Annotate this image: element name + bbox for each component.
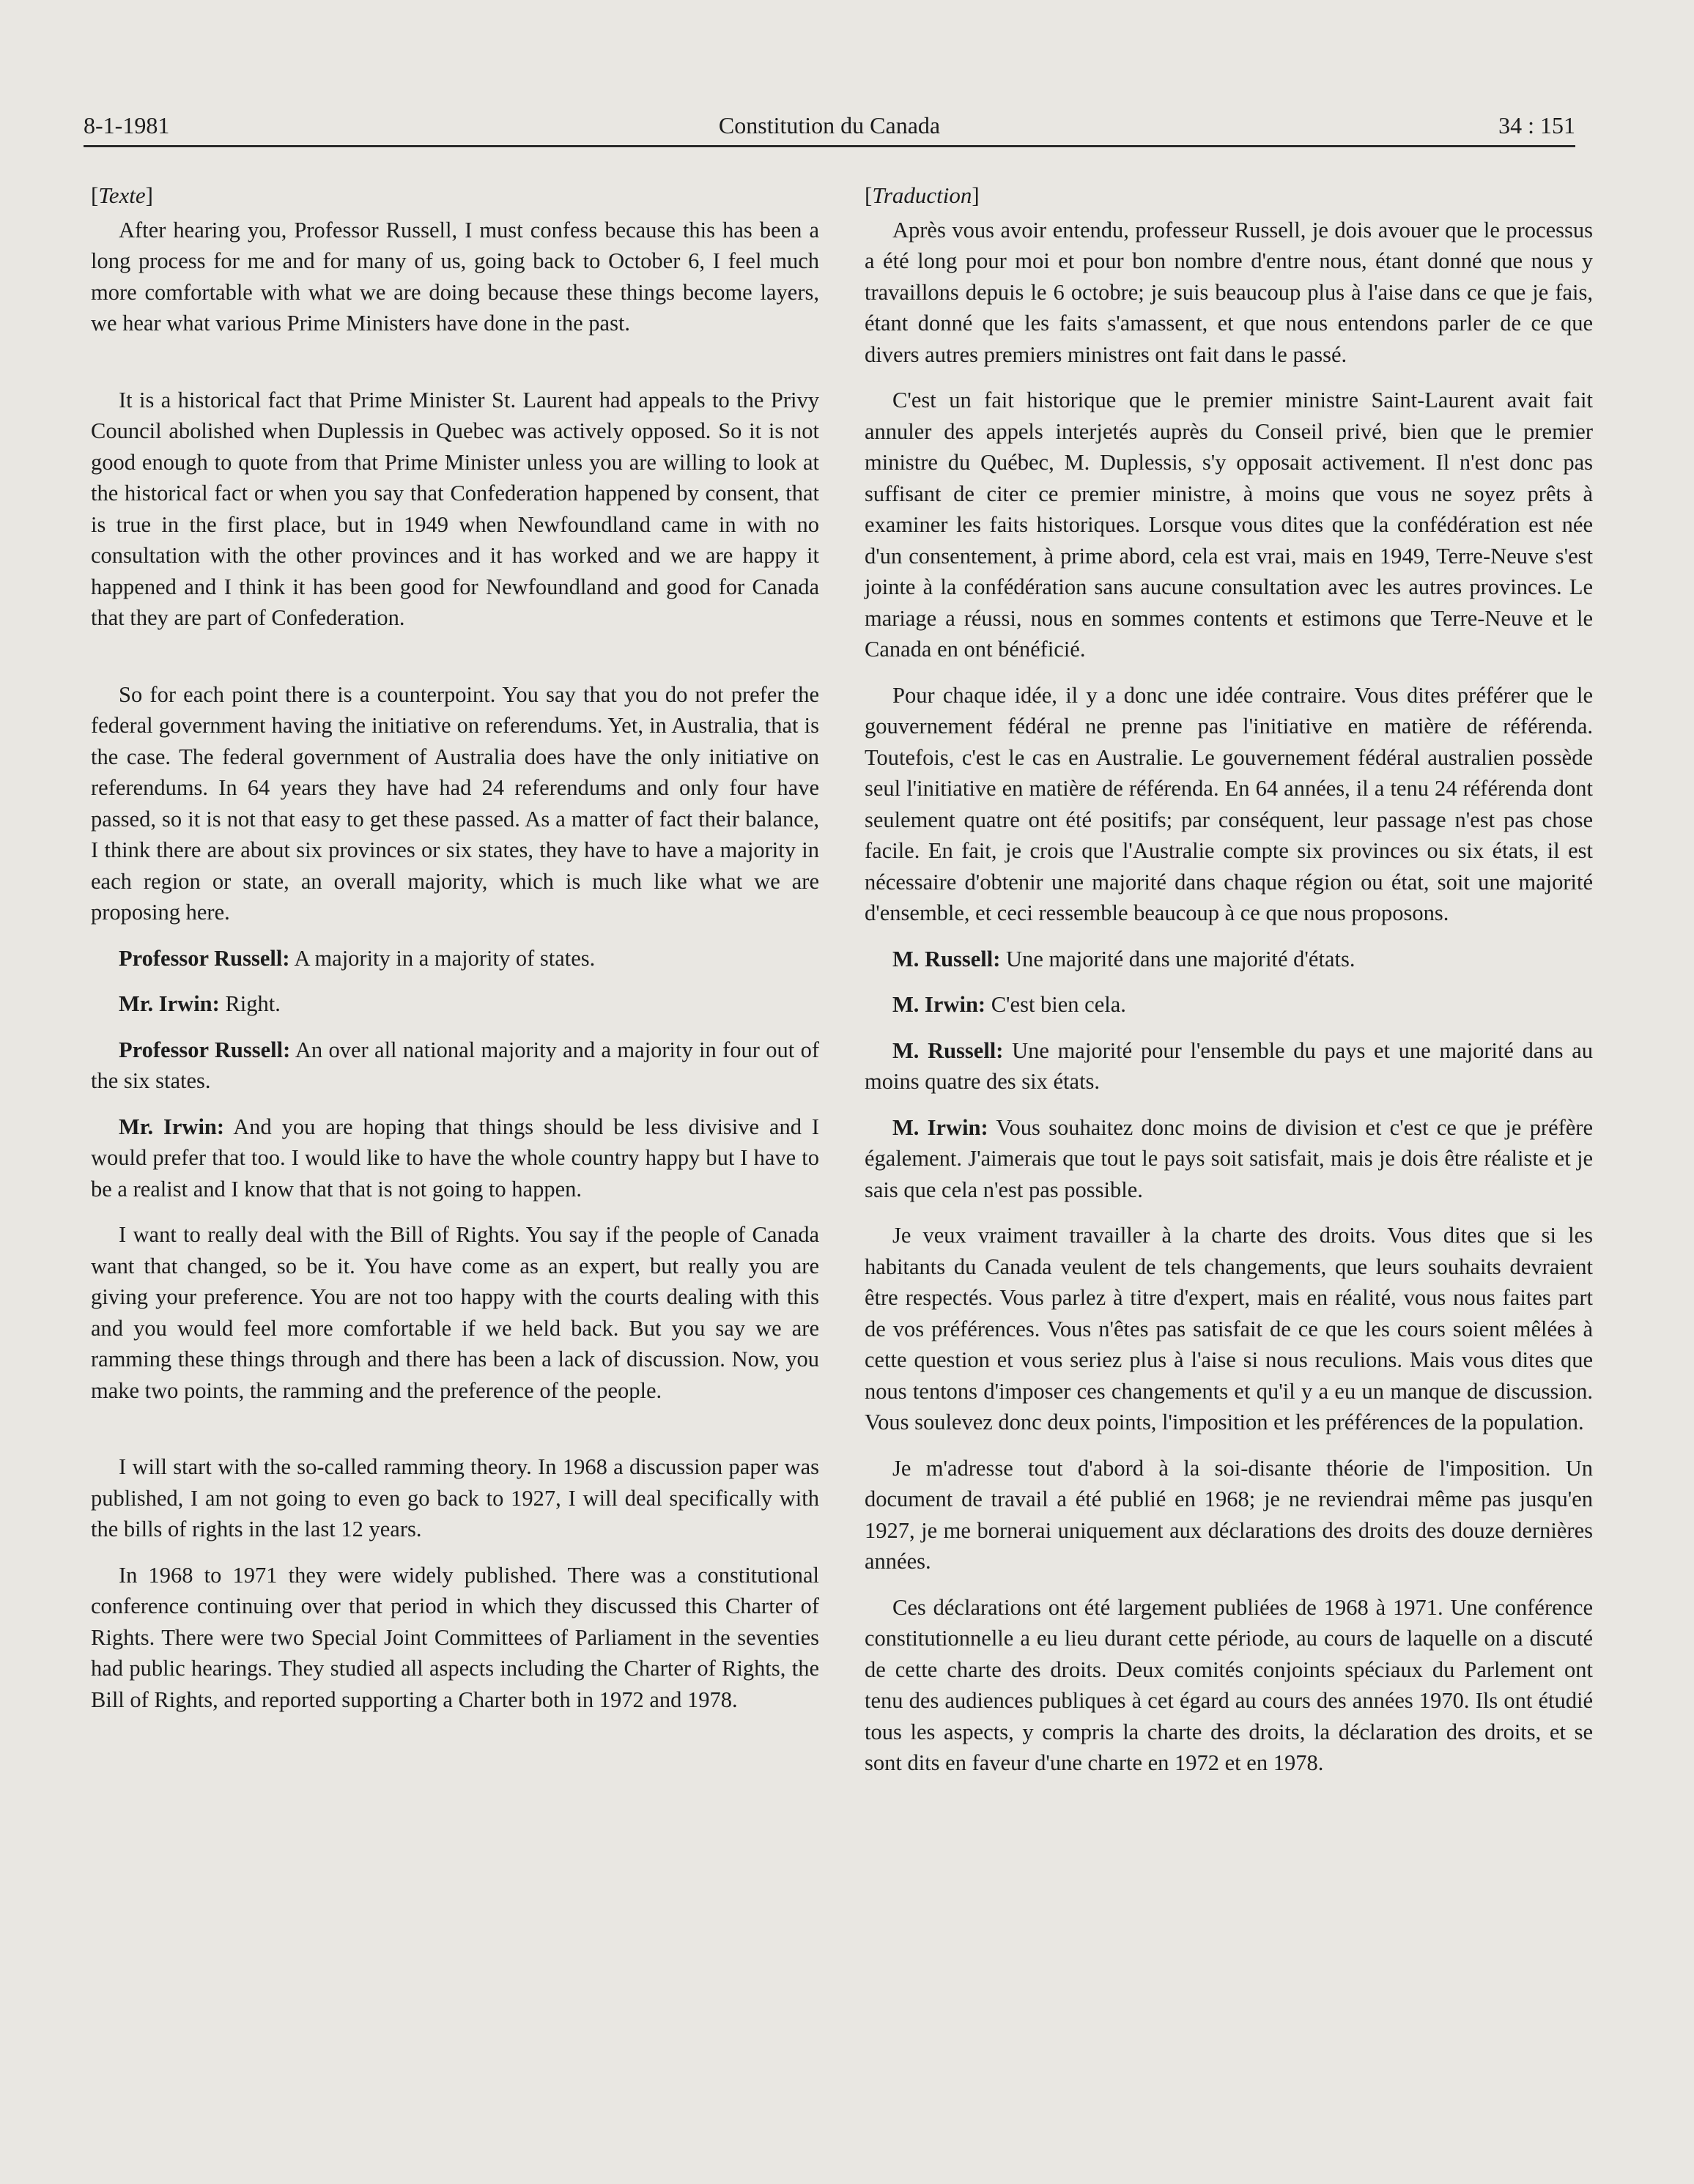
paragraph — [91, 215, 819, 339]
speaker-paragraph — [91, 988, 819, 1020]
paragraph-text: Right. — [219, 991, 281, 1016]
paragraph — [865, 1220, 1593, 1438]
paragraph — [91, 1219, 819, 1406]
speaker-paragraph — [865, 1112, 1593, 1206]
paragraph-text: I want to really deal with the Bill of Rights. You say if the people of Canada want that changed, so be it. You have come as an expert, but really you are giving your preference. You are not too happy with the courts dealing with this and you would feel more comfortable if we held back. But you say we are ramming these things through and there has been a lack of discussion. Now, you make two points, the ramming and the preference of the people. — [91, 1222, 819, 1403]
paragraph — [91, 385, 819, 634]
paragraph-text: Vous souhaitez donc moins de division et c'est ce que je préfère également. J'aimerais que tout le pays soit satisfait, mais je dois être réaliste et je sais que cela n'est pas possible. — [865, 1114, 1593, 1202]
speaker-name: Professor Russell: — [119, 1037, 291, 1062]
column-label-text: Texte — [98, 182, 146, 208]
paragraph-text: Je veux vraiment travailler à la charte des droits. Vous dites que si les habitants du Canada veulent de tels changements, que leurs souhaits devraient être respectés. Vous parlez à titre d'expert, mais en réalité, vous nous faites part de vos préférences. Vous n'êtes pas satisfait de ce que les cours soient mêlées à cette question et vous seriez plus à l'aise si nous reculions. Mais vous dites que nous tentons d'imposer ces changements et qu'il y a eu un manque de discussion. Vous soulevez donc deux points, l'imposition et les préférences de la population. — [865, 1223, 1593, 1435]
speaker-name: Mr. Irwin: — [119, 991, 220, 1016]
speaker-name: M. Russell: — [892, 946, 1001, 971]
english-column — [91, 180, 819, 1730]
paragraph — [865, 385, 1593, 665]
paragraph-text: C'est bien cela. — [985, 992, 1126, 1017]
paragraph-text: So for each point there is a counterpoint. You say that you do not prefer the federal government having the initiative on referendums. Yet, in Australia, that is the case. The federal government of Australia does have the only initiative on referendums. In 64 years they have had 24 referendums and only four have passed, so it is not that easy to get these passed. As a matter of fact their balance, I think there are about six provinces or six states, they have to have a majority in each region or state, an overall majority, which is much like what we are proposing here. — [91, 681, 819, 925]
paragraph-text: A majority in a majority of states. — [289, 945, 596, 971]
paragraph-text: An over all national majority and a majority in four out of the six states. — [91, 1037, 819, 1093]
column-label: [Texte] — [91, 182, 153, 208]
speaker-name: Professor Russell: — [119, 945, 290, 971]
speaker-paragraph — [91, 1034, 819, 1097]
speaker-name: M. Irwin: — [892, 1114, 988, 1140]
speaker-name: M. Russell: — [892, 1037, 1004, 1063]
paragraph-text: In 1968 to 1971 they were widely published. There was a constitutional conference continuing over that period in which they discussed this Charter of Rights. There were two Special Joint Committees of Parliament in the seventies had public hearings. They studied all aspects including the Charter of Rights, the Bill of Rights, and reported supporting a Charter both in 1972 and 1978. — [91, 1562, 819, 1712]
speaker-name: Mr. Irwin: — [119, 1114, 225, 1139]
paragraph-text: Une majorité pour l'ensemble du pays et une majorité dans au moins quatre des six états. — [865, 1037, 1593, 1094]
column-label-text: Traduction — [872, 182, 972, 208]
paragraph-text: C'est un fait historique que le premier ministre Saint-Laurent avait fait annuler des appels interjetés auprès du Conseil privé, bien que le premier ministre du Québec, M. Duplessis, s'y opposait activement. Il n'est donc pas suffisant de citer ce premier ministre, à moins que vous ne soyez prêts à examiner les faits historiques. Lorsque vous dites que la confédération est née d'un consentement, à prime abord, cela est vrai, mais en 1949, Terre-Neuve s'est jointe à la confédération sans aucune consultation avec les autres provinces. Le mariage a réussi, nous en sommes contents et estimons que Terre-Neuve et le Canada en ont bénéficié. — [865, 388, 1593, 662]
paragraph-text: Pour chaque idée, il y a donc une idée contraire. Vous dites préférer que le gouvernement fédéral ne prenne pas l'initiative en matière de référenda. Toutefois, c'est le cas en Australie. Le gouvernement fédéral australien possède seul l'initiative en matière de référenda. En 64 années, il a tenu 24 référenda dont seulement quatre ont été positifs; par conséquent, leur passage n'est pas chose facile. En fait, je crois que l'Australie compte six provinces ou six états, il est nécessaire d'obtenir une majorité dans chaque région ou état, soit une majorité d'ensemble, et ceci ressemble beaucoup à ce que nous proposons. — [865, 682, 1593, 925]
paragraph-text: Une majorité dans une majorité d'états. — [1000, 946, 1355, 971]
paragraph — [91, 679, 819, 928]
paragraph — [865, 215, 1593, 371]
column-label: [Traduction] — [865, 182, 980, 208]
paragraph-text: After hearing you, Professor Russell, I must confess because this has been a long process for me and for many of us, going back to October 6, I feel much more comfortable with what we are doing because these things become layers, we hear what various Prime Ministers have done in the past. — [91, 217, 819, 336]
header-title: Constitution du Canada — [718, 112, 941, 138]
paragraph — [865, 680, 1593, 929]
speaker-name: M. Irwin: — [892, 992, 986, 1017]
header-page-number: 34 : 151 — [1498, 112, 1575, 138]
paragraph-text: I will start with the so-called ramming theory. In 1968 a discussion paper was published, I am not going to even go back to 1927, I will deal specifically with the bills of rights in the last 12 years. — [91, 1454, 819, 1541]
paragraph-text: Ces déclarations ont été largement publiées de 1968 à 1971. Une conférence constitutionnelle a eu lieu durant cette période, au cours de laquelle on a discuté de cette charte des droits. Deux comités conjoints spéciaux du Parlement ont tenu des audiences publiques à cet égard au cours des années 1970. Ils ont étudié tous les aspects, y compris la charte des droits, la déclaration des droits, et se sont dits en faveur d'une charte en 1972 et en 1978. — [865, 1594, 1593, 1775]
paragraph-text: And you are hoping that things should be less divisive and I would prefer that too. I would like to have the whole country happy but I have to be a realist and I know that that is not going to happen. — [91, 1114, 819, 1202]
paragraph — [91, 1451, 819, 1545]
speaker-paragraph — [91, 1111, 819, 1205]
speaker-paragraph — [865, 944, 1593, 975]
paragraph-text: Je m'adresse tout d'abord à la soi-disante théorie de l'imposition. Un document de travail a été publié en 1968; je ne reviendrai même pas jusqu'en 1927, je me bornerai uniquement aux déclarations des droits des douze dernières années. — [865, 1455, 1593, 1574]
speaker-paragraph — [865, 1035, 1593, 1097]
french-column — [865, 180, 1593, 1794]
paragraph-text: It is a historical fact that Prime Minister St. Laurent had appeals to the Privy Council abolished when Duplessis in Quebec was actively opposed. So it is not good enough to quote from that Prime Minister unless you are willing to look at the historical fact or when you say that Confederation happened by consent, that is true in the first place, but in 1949 when Newfoundland came in with no consultation with the other provinces and it has worked and we are happy it happened and I think it has been good for Newfoundland and good for Canada that they are part of Confederation. — [91, 387, 819, 630]
speaker-paragraph — [865, 989, 1593, 1021]
paragraph — [865, 1453, 1593, 1577]
paragraph — [91, 1560, 819, 1716]
paragraph-text: Après vous avoir entendu, professeur Russell, je dois avouer que le processus a été long pour moi et pour bon nombre d'entre nous, étant donné que nous y travaillons depuis le 6 octobre; je suis beaucoup plus à l'aise dans ce que je fais, étant donné que les faits s'amassent, et que nous entendons parler de ce que divers autres premiers ministres ont fait dans le passé. — [865, 217, 1593, 367]
paragraph — [865, 1592, 1593, 1779]
page-header — [84, 104, 1575, 147]
header-date: 8-1-1981 — [84, 112, 170, 138]
speaker-paragraph — [91, 943, 819, 974]
